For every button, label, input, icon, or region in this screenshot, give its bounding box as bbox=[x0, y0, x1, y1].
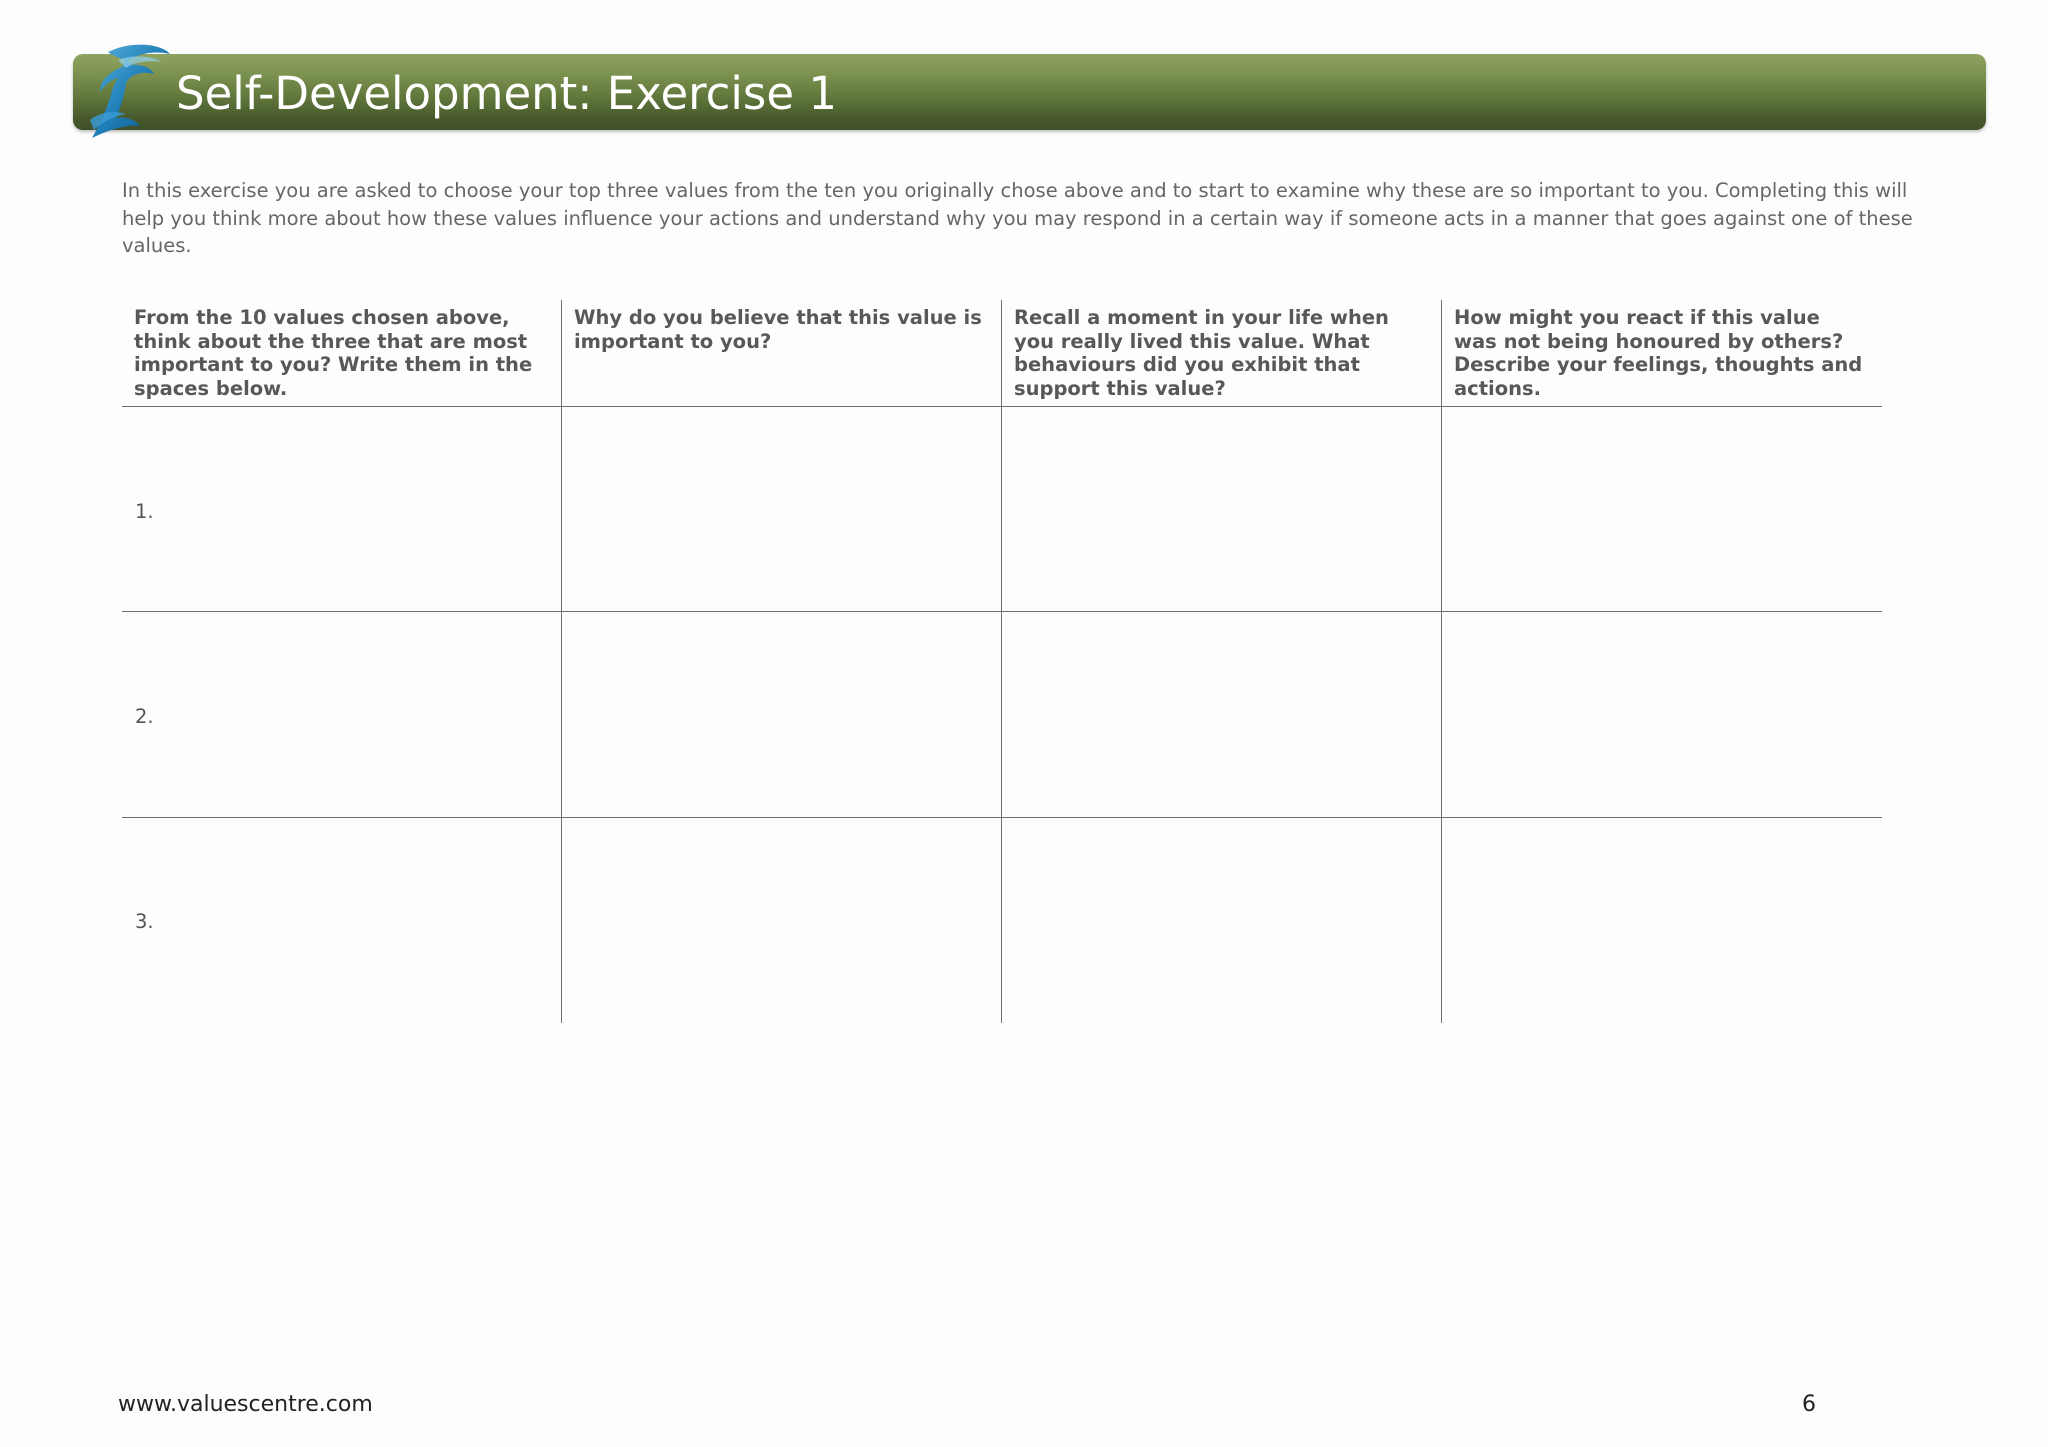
column-divider bbox=[1001, 300, 1002, 1023]
page-title: Self-Development: Exercise 1 bbox=[176, 67, 837, 120]
column-header-reaction: How might you react if this value was not being honoured by others? Describe your feelings, thoughts and actions. bbox=[1454, 306, 1863, 400]
values-centre-logo-icon bbox=[70, 40, 180, 140]
row-divider bbox=[122, 817, 1882, 818]
column-divider bbox=[1441, 300, 1442, 1023]
row-divider bbox=[122, 611, 1882, 612]
footer-website: www.valuescentre.com bbox=[118, 1392, 373, 1417]
column-divider bbox=[561, 300, 562, 1023]
row-divider bbox=[122, 406, 1882, 407]
column-header-why-important: Why do you believe that this value is important to you? bbox=[574, 306, 982, 353]
row-number-1: 1. bbox=[135, 500, 154, 523]
row-number-2: 2. bbox=[135, 705, 154, 728]
page-number: 6 bbox=[1802, 1392, 1816, 1417]
column-header-values: From the 10 values chosen above, think about the three that are most important to you? Write them in the spaces below. bbox=[134, 306, 533, 400]
row-number-3: 3. bbox=[135, 910, 154, 933]
column-header-recall-moment: Recall a moment in your life when you really lived this value. What behaviours did you exhibit that support this value? bbox=[1014, 306, 1389, 400]
intro-paragraph: In this exercise you are asked to choose your top three values from the ten you originally chose above and to start to examine why these are so important to you. Completing this will help you think more about how these values influence your actions and understand why you may respond in a certain way if someone acts in a manner that goes against one of these values. bbox=[122, 179, 1913, 257]
